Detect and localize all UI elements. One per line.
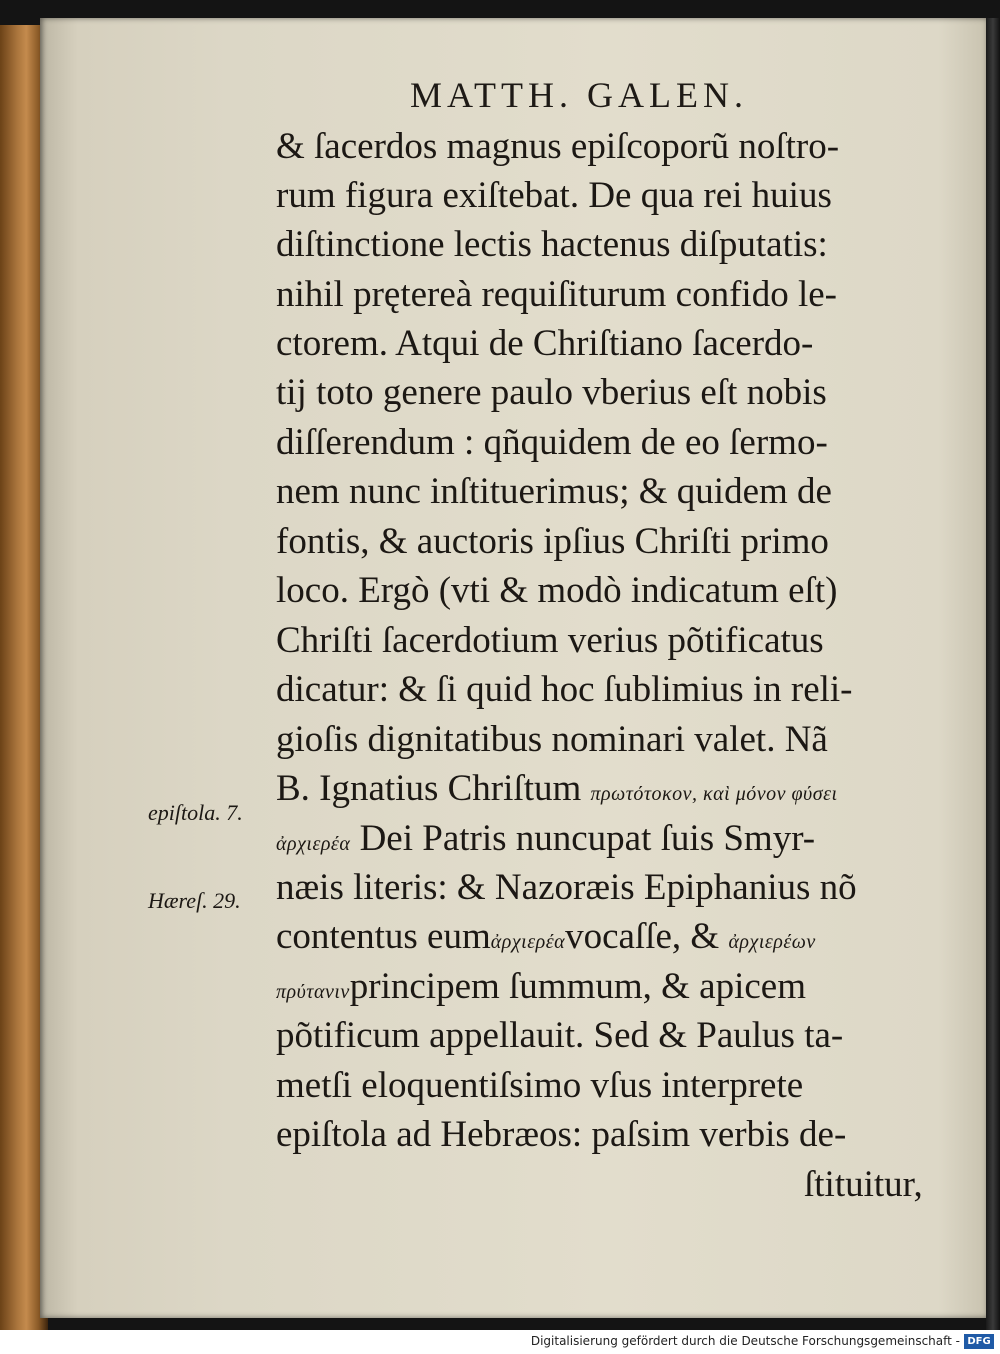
text-line: dicatur: & ſi quid hoc ſublimius in reli- bbox=[276, 669, 853, 710]
margin-note: Hæreſ. 29. bbox=[148, 888, 241, 913]
text-segment: B. Ignatius Chriſtum bbox=[276, 768, 582, 809]
text-line bbox=[276, 918, 816, 955]
text-segment: principem ſummum, & apicem bbox=[349, 966, 806, 1007]
text-line: & ſacerdos magnus epiſcoporũ noſtro- bbox=[276, 126, 840, 167]
greek-text: ἀρχιερέα bbox=[276, 833, 351, 855]
text-line: nem nunc inſtituerimus; & quidem de bbox=[276, 471, 832, 512]
text-line: ſtituitur, bbox=[804, 1164, 923, 1205]
text-line: põtificum appellauit. Sed & Paulus ta- bbox=[276, 1015, 844, 1056]
text-line: ctorem. Atqui de Chriſtiano ſacerdo- bbox=[276, 323, 814, 364]
text-segment: contentus eum bbox=[276, 916, 491, 957]
text-segment: vocaſſe, & bbox=[565, 916, 720, 957]
running-head: MATTH. GALEN. bbox=[410, 75, 748, 115]
greek-text: ἀρχιερέων bbox=[728, 931, 816, 953]
funding-credit: Digitalisierung gefördert durch die Deutsche Forschungsgemeinschaft - bbox=[530, 1334, 960, 1348]
text-line: næis literis: & Nazoræis Epiphanius nõ bbox=[276, 867, 857, 908]
text-line: fontis, & auctoris ipſius Chriſti primo bbox=[276, 521, 829, 562]
text-line bbox=[276, 770, 838, 807]
footer-bar bbox=[0, 1330, 1000, 1354]
text-line: nihil prętereà requiſiturum confido le- bbox=[276, 274, 837, 315]
dfg-logo: DFG bbox=[964, 1334, 994, 1349]
text-line: Chriſti ſacerdotium verius põtificatus bbox=[276, 620, 824, 661]
greek-text: πρύτανιν bbox=[276, 981, 350, 1003]
margin-note: epiſtola. 7. bbox=[148, 800, 243, 825]
text-line: loco. Ergò (vti & modò indicatum eſt) bbox=[276, 570, 838, 611]
text-line: diſſerendum : qñquidem de eo ſermo- bbox=[276, 422, 828, 463]
text-line: diſtinctione lectis hactenus diſputatis: bbox=[276, 224, 828, 265]
greek-text: ἀρχιερέα bbox=[490, 931, 566, 953]
text-line bbox=[276, 820, 815, 857]
text-line: rum figura exiſtebat. De qua rei huius bbox=[276, 175, 832, 216]
greek-text: πρωτότοκον, καὶ μόνον φύσει bbox=[590, 783, 838, 805]
text-line: epiſtola ad Hebræos: paſsim verbis de- bbox=[276, 1114, 847, 1155]
text-line bbox=[276, 968, 806, 1005]
book-right-edge bbox=[986, 18, 1000, 1330]
text-line: gioſis dignitatibus nominari valet. Nã bbox=[276, 719, 828, 760]
text-line: metſi eloquentiſsimo vſus interprete bbox=[276, 1065, 804, 1106]
text-segment: Dei Patris nuncupat ſuis Smyr- bbox=[359, 818, 816, 859]
text-line: tij toto genere paulo vberius eſt nobis bbox=[276, 372, 827, 413]
